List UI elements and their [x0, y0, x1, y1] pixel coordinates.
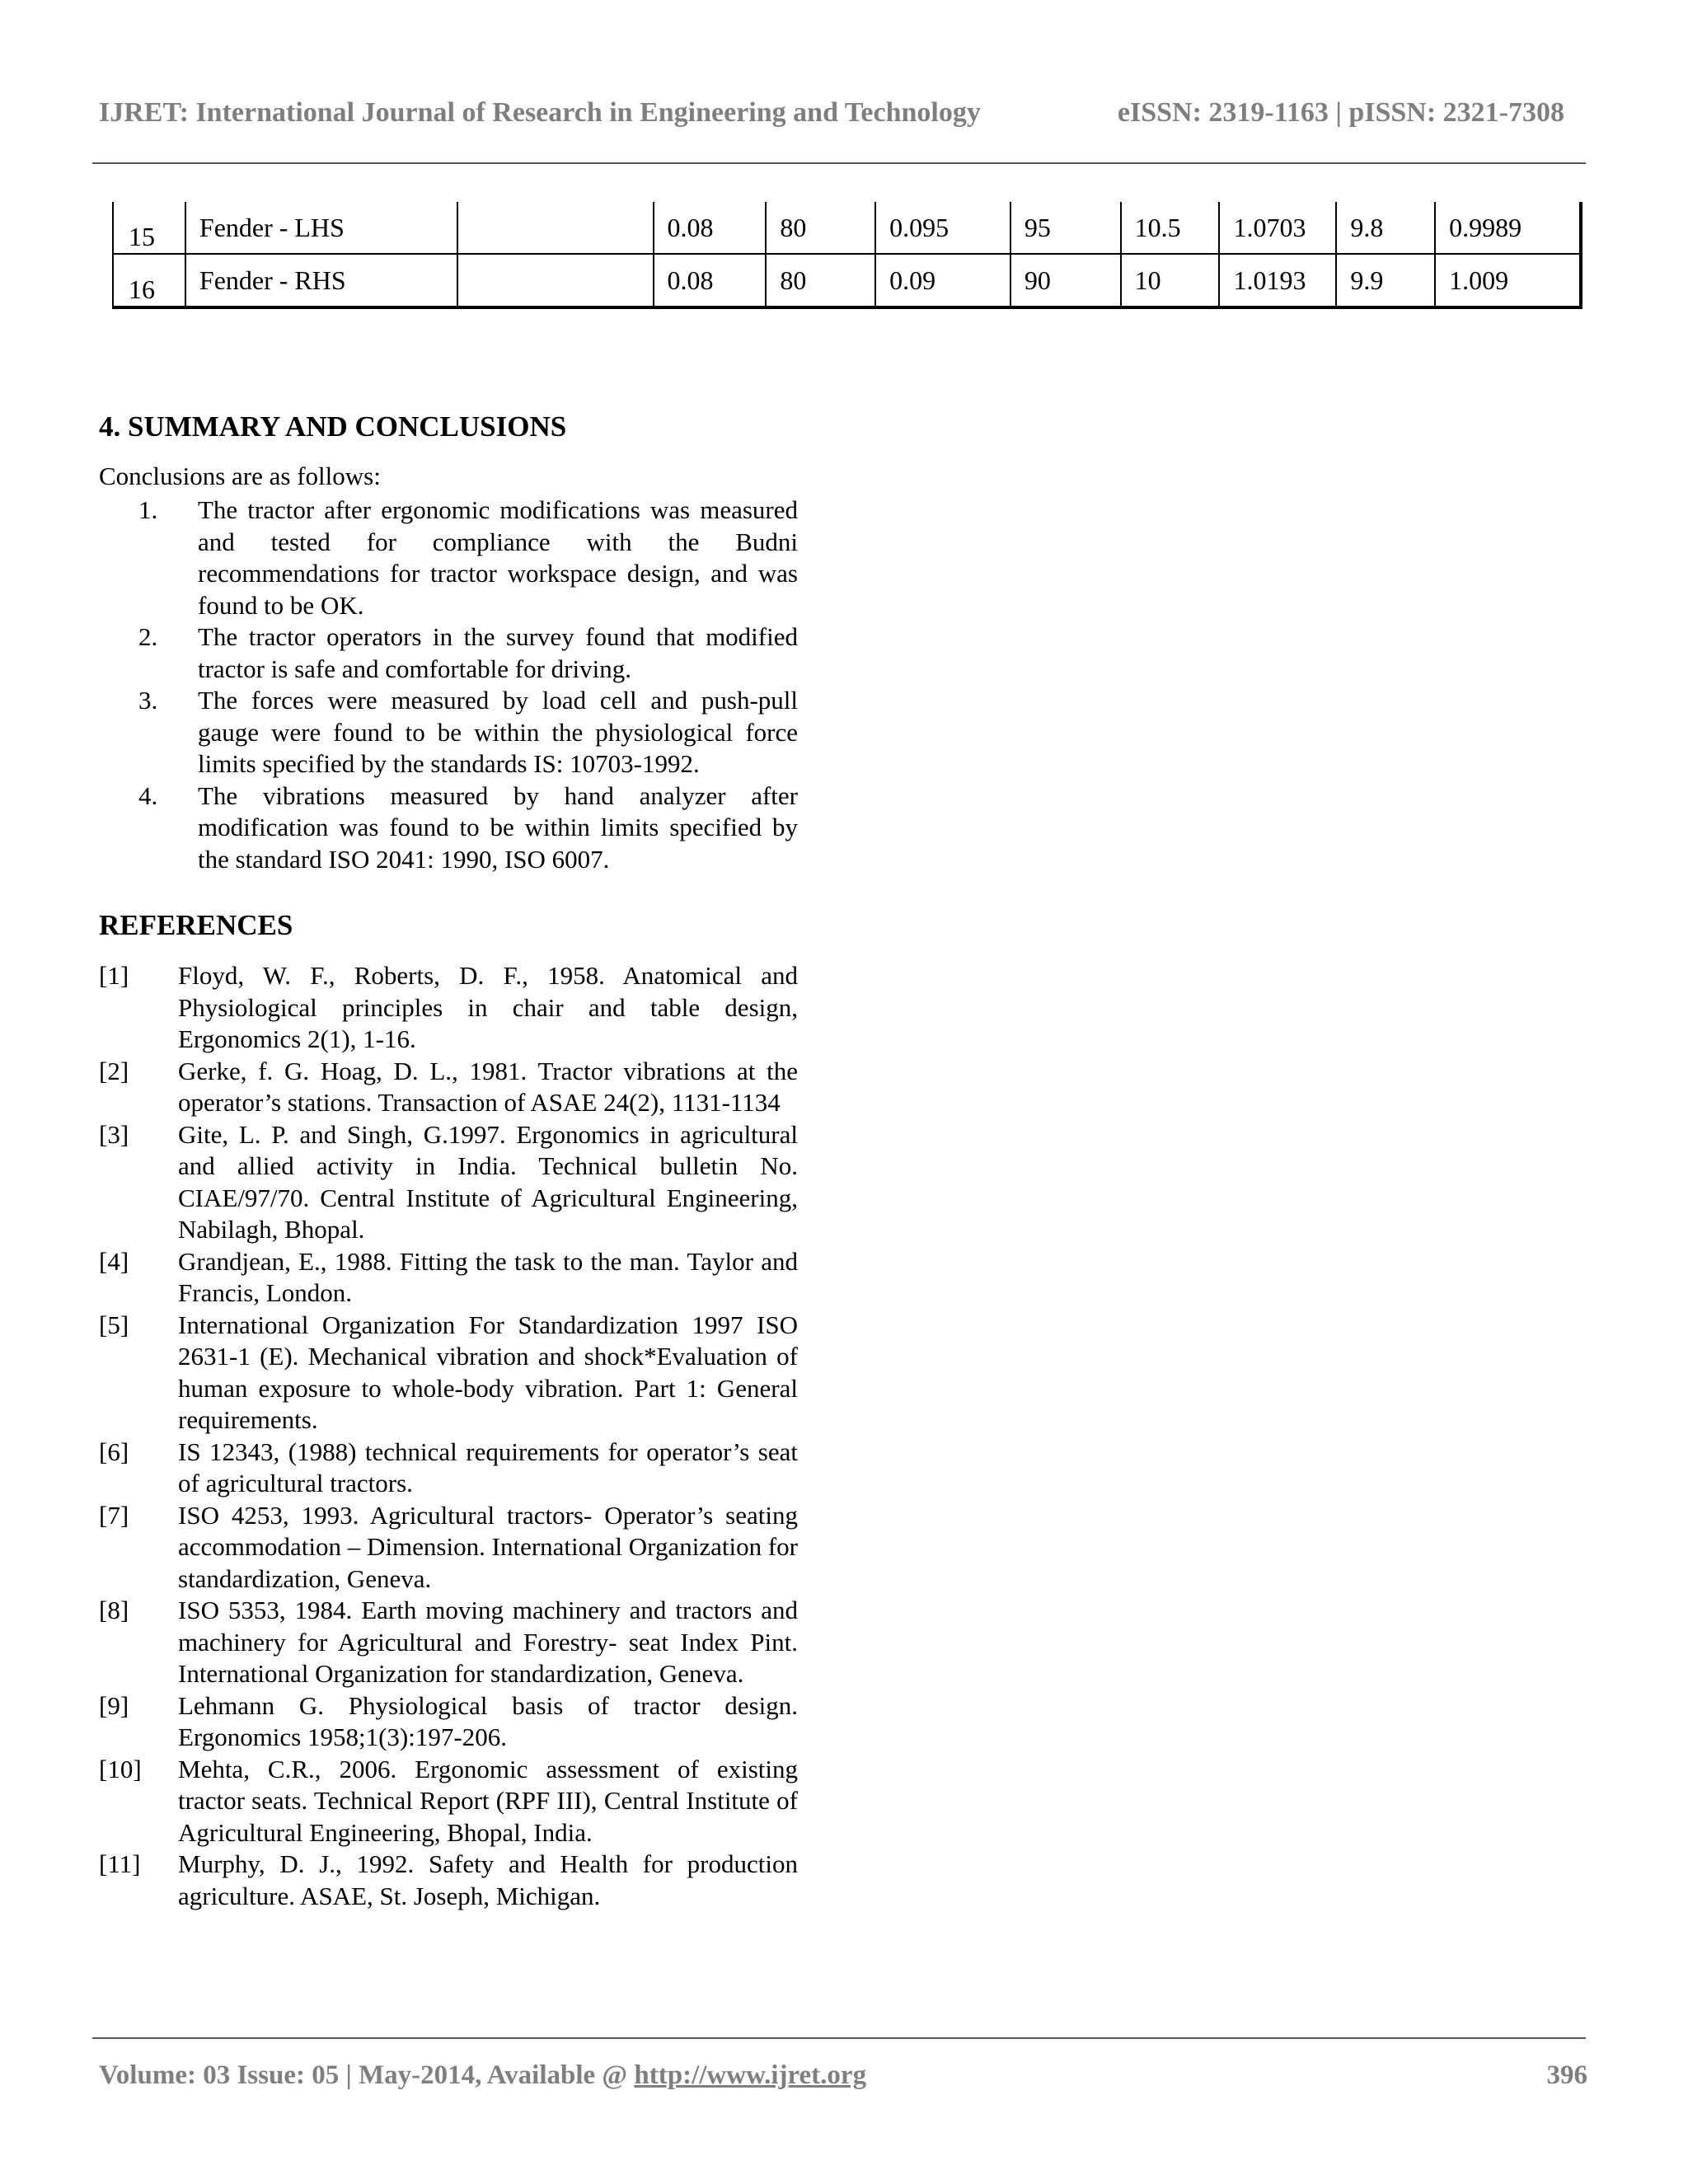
- journal-link[interactable]: http://www.ijret.org: [634, 2060, 867, 2090]
- reference-number: [4]: [99, 1246, 129, 1276]
- table-cell: 95: [1010, 202, 1121, 254]
- reference-text: Murphy, D. J., 1992. Safety and Health for production agriculture. ASAE, St. Joseph, Michigan.: [178, 1849, 798, 1910]
- reference-text: Mehta, C.R., 2006. Ergonomic assessment of existing tractor seats. Technical Report (RPF III), Central Institute of Agricultural Engineering, Bhopal, India.: [178, 1754, 798, 1847]
- reference-item: [99, 1310, 798, 1436]
- page-number: 396: [1546, 2060, 1587, 2090]
- footer-rule: [92, 2037, 1586, 2039]
- list-item: [99, 780, 798, 876]
- item-text: The forces were measured by load cell and push-pull gauge were found to be within the physiological force limits specified by the standards IS: 10703-1992.: [198, 686, 798, 778]
- item-text: The vibrations measured by hand analyzer after modification was found to be within limits specified by the standard ISO 2041: 1990, ISO 6007.: [198, 780, 798, 874]
- header-rule: [92, 162, 1586, 164]
- summary-intro: Conclusions are as follows:: [99, 462, 381, 490]
- summary-heading: 4. SUMMARY AND CONCLUSIONS: [99, 410, 567, 443]
- reference-text: Gite, L. P. and Singh, G.1997. Ergonomics in agricultural and allied activity in India. Technical bulletin No. CIAE/97/70. Central Institute of Agricultural Engineering, Nabilagh, Bhopal.: [178, 1119, 798, 1244]
- references-list: [99, 960, 798, 1912]
- part-name: Fender - RHS: [185, 254, 457, 307]
- reference-number: [10]: [99, 1754, 142, 1783]
- table-cell: 0.08: [654, 254, 767, 307]
- table-cell: 10: [1121, 254, 1220, 307]
- reference-text: ISO 5353, 1984. Earth moving machinery and tractors and machinery for Agricultural and Forestry- seat Index Pint. International Organization for standardization, Geneva.: [178, 1596, 798, 1688]
- item-number: 3.: [138, 686, 158, 715]
- page-header: [99, 97, 1564, 129]
- table-cell: [457, 202, 653, 254]
- row-number: 16: [113, 254, 185, 307]
- reference-item: [99, 1595, 798, 1690]
- reference-number: [11]: [99, 1849, 141, 1878]
- reference-number: [3]: [99, 1119, 129, 1149]
- item-number: 2.: [138, 622, 158, 651]
- conclusions-list: [99, 494, 798, 875]
- reference-item: [99, 1056, 798, 1119]
- reference-number: [9]: [99, 1690, 129, 1720]
- row-number: 15: [113, 202, 185, 254]
- list-item: [99, 621, 798, 685]
- reference-number: [6]: [99, 1436, 129, 1466]
- volume-text: Volume: 03 Issue: 05 | May-2014, Available @: [99, 2060, 635, 2090]
- table-row: [113, 254, 1581, 307]
- item-number: 1.: [138, 495, 158, 524]
- data-table: [112, 202, 1582, 309]
- journal-title: IJRET: International Journal of Research in Engineering and Technology: [99, 97, 981, 128]
- reference-text: Gerke, f. G. Hoag, D. L., 1981. Tractor vibrations at the operator’s stations. Transaction of ASAE 24(2), 1131-1134: [178, 1056, 798, 1117]
- list-item: [99, 685, 798, 780]
- reference-text: Grandjean, E., 1988. Fitting the task to the man. Taylor and Francis, London.: [178, 1246, 798, 1307]
- reference-item: [99, 1754, 798, 1849]
- table-cell: 80: [766, 254, 875, 307]
- table-cell: 1.0703: [1219, 202, 1336, 254]
- page-footer: [99, 2060, 1587, 2091]
- issn: eISSN: 2319-1163 | pISSN: 2321-7308: [1117, 97, 1564, 128]
- table-cell: 1.009: [1435, 254, 1581, 307]
- table-cell: 90: [1010, 254, 1121, 307]
- item-number: 4.: [138, 780, 158, 810]
- item-text: The tractor after ergonomic modifications was measured and tested for compliance with the Budni recommendations for tractor workspace design, and was found to be OK.: [198, 495, 798, 620]
- table-cell: 1.0193: [1219, 254, 1336, 307]
- reference-item: [99, 960, 798, 1056]
- table-cell: 0.9989: [1435, 202, 1581, 254]
- table-cell: 0.095: [875, 202, 1010, 254]
- reference-text: ISO 4253, 1993. Agricultural tractors- Operator’s seating accommodation – Dimension. International Organization for standardization, Geneva.: [178, 1500, 798, 1593]
- reference-item: [99, 1849, 798, 1912]
- item-text: The tractor operators in the survey found that modified tractor is safe and comfortable for driving.: [198, 622, 798, 683]
- reference-item: [99, 1436, 798, 1500]
- table-cell: [457, 254, 653, 307]
- table-cell: 80: [766, 202, 875, 254]
- footer-volume: [99, 2060, 866, 2091]
- reference-text: International Organization For Standardization 1997 ISO 2631-1 (E). Mechanical vibration and shock*Evaluation of human exposure to whole-body vibration. Part 1: General requirements.: [178, 1310, 798, 1434]
- table-cell: 10.5: [1121, 202, 1220, 254]
- reference-item: [99, 1246, 798, 1310]
- reference-number: [2]: [99, 1056, 129, 1085]
- table-cell: 9.8: [1336, 202, 1435, 254]
- reference-item: [99, 1500, 798, 1596]
- table-cell: 9.9: [1336, 254, 1435, 307]
- reference-number: [7]: [99, 1500, 129, 1530]
- reference-item: [99, 1119, 798, 1246]
- part-name: Fender - LHS: [185, 202, 457, 254]
- reference-text: Floyd, W. F., Roberts, D. F., 1958. Anatomical and Physiological principles in chair and table design, Ergonomics 2(1), 1-16.: [178, 961, 798, 1053]
- reference-text: Lehmann G. Physiological basis of tractor design. Ergonomics 1958;1(3):197-206.: [178, 1690, 798, 1751]
- list-item: [99, 494, 798, 621]
- table-cell: 0.08: [654, 202, 767, 254]
- reference-item: [99, 1690, 798, 1754]
- reference-number: [5]: [99, 1310, 129, 1339]
- table-row: [113, 202, 1581, 254]
- references-heading: REFERENCES: [99, 909, 293, 941]
- reference-number: [1]: [99, 961, 129, 990]
- table-cell: 0.09: [875, 254, 1010, 307]
- reference-text: IS 12343, (1988) technical requirements for operator’s seat of agricultural tractors.: [178, 1436, 798, 1497]
- reference-number: [8]: [99, 1596, 129, 1624]
